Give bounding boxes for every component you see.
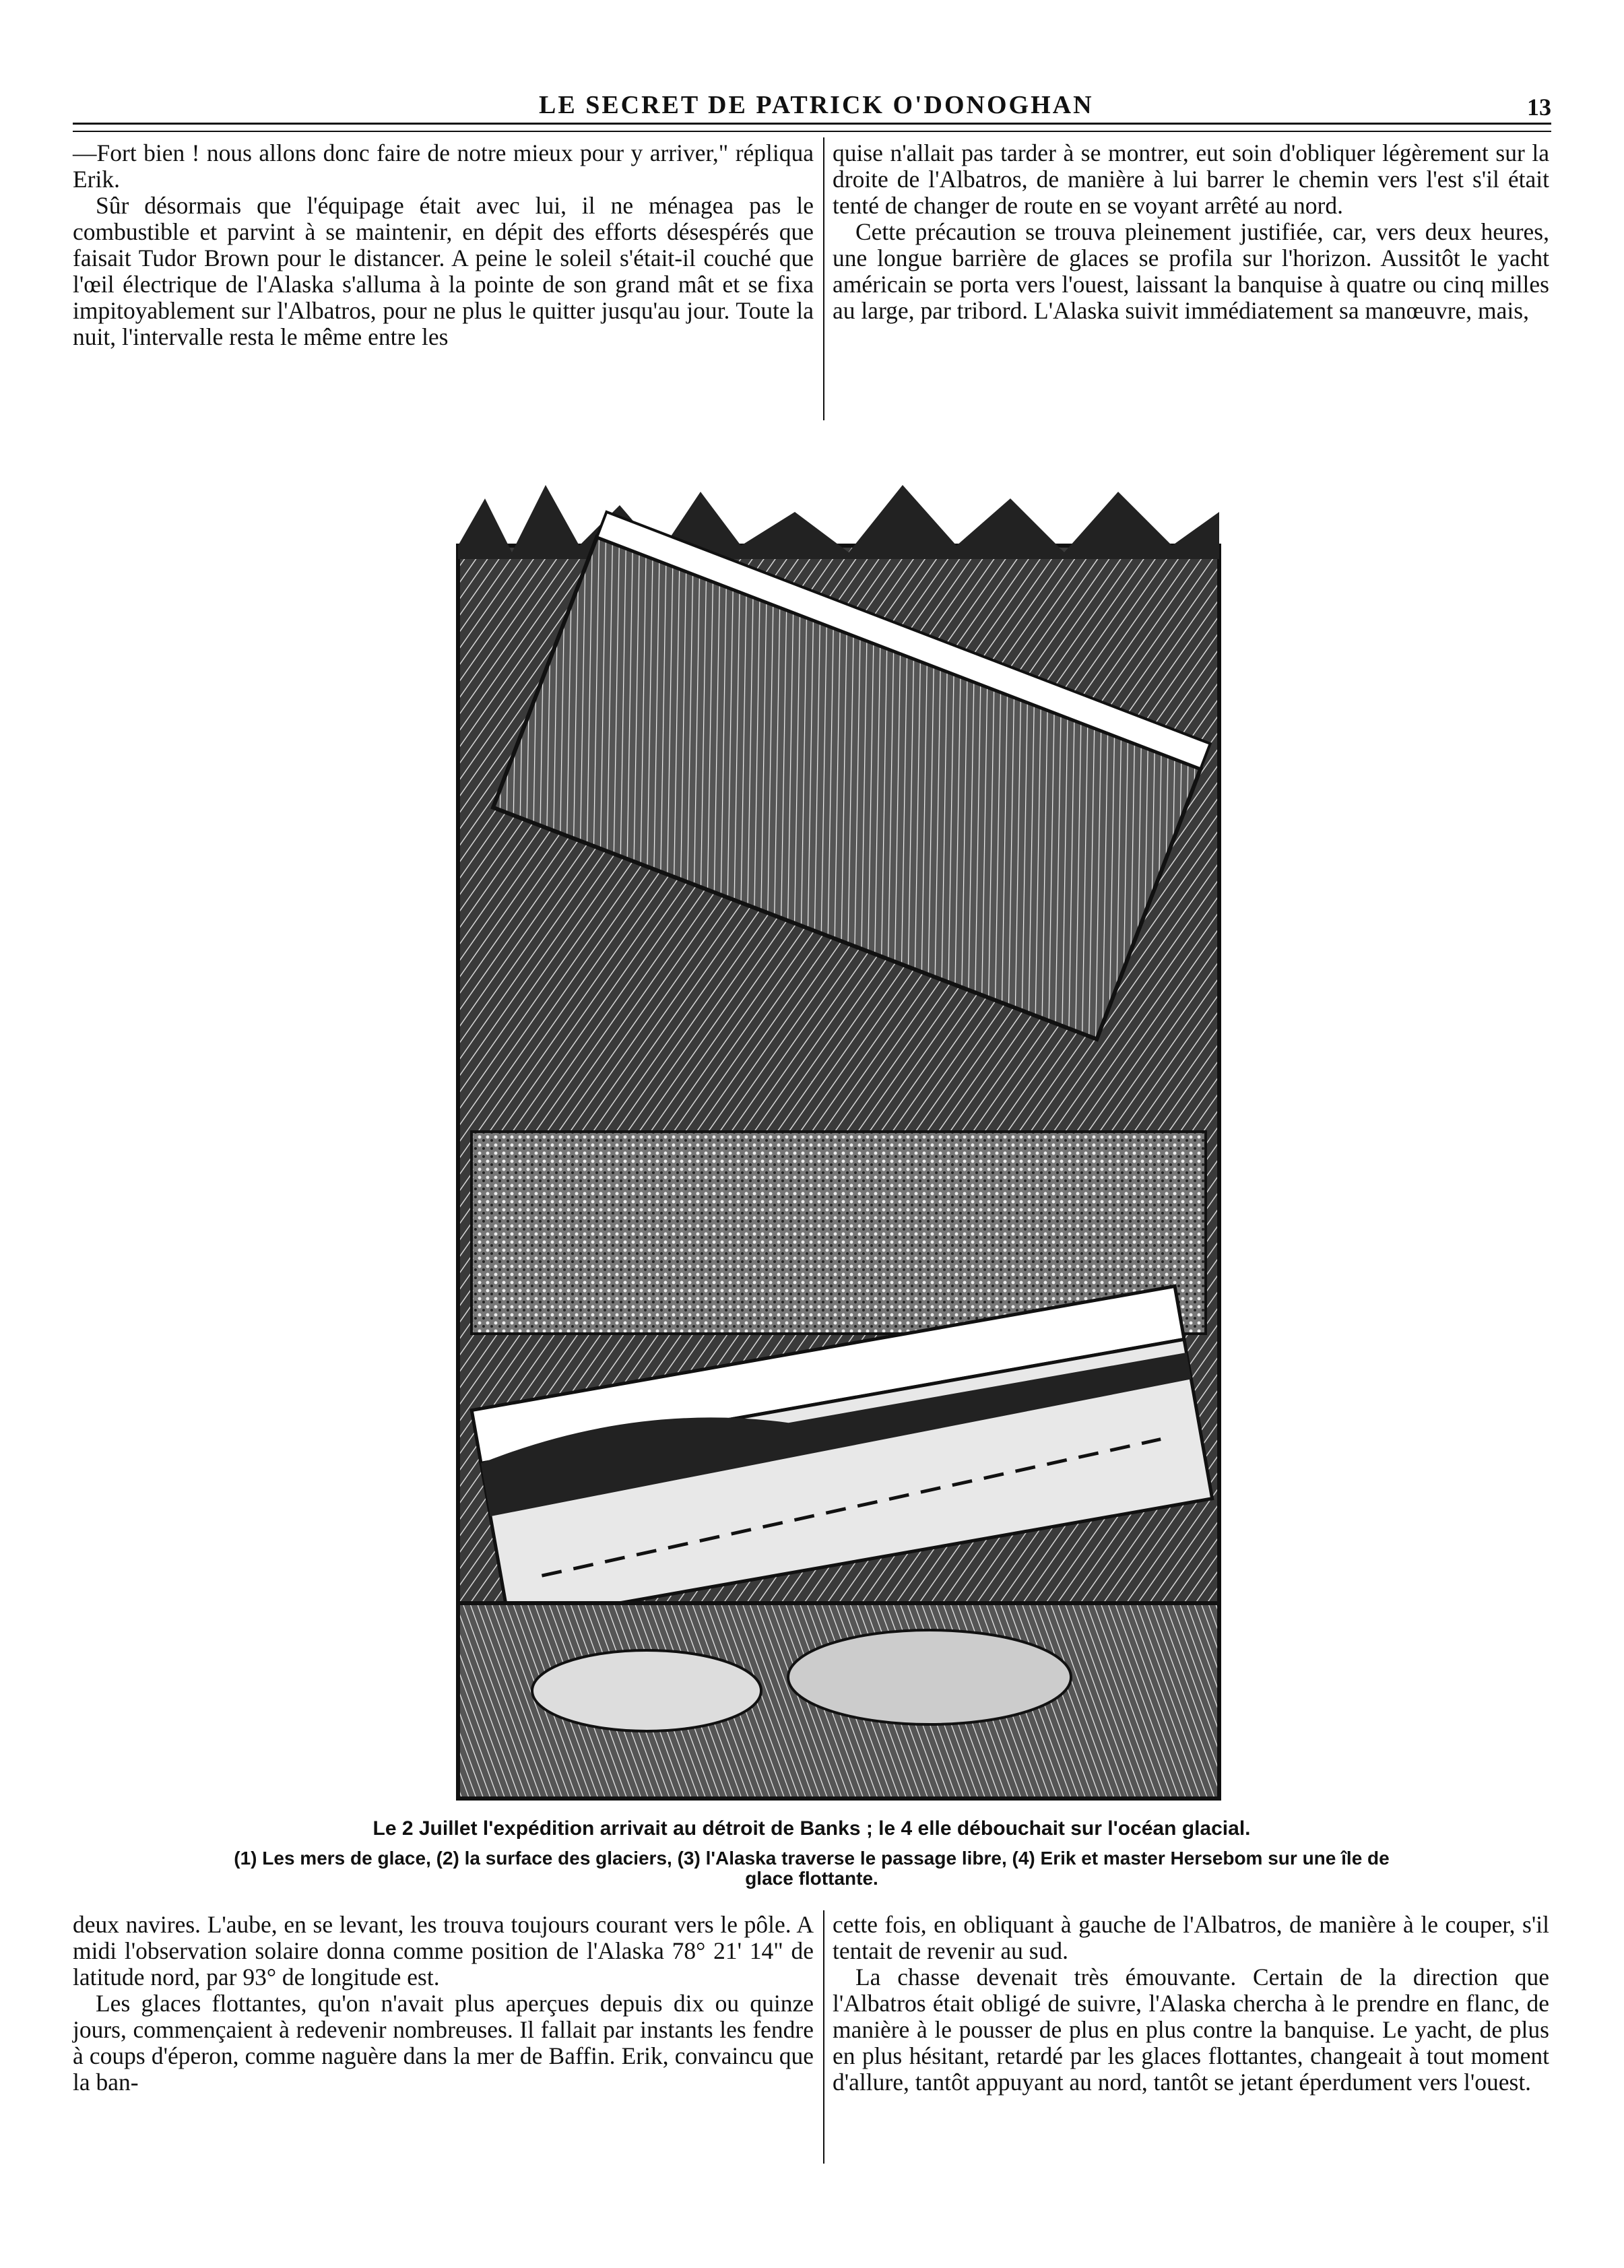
page-number: 13 [1527, 94, 1551, 121]
panel-floating-ice [458, 1603, 1219, 1799]
paragraph: Les glaces flottantes, qu'on n'avait plus aperçues depuis dix ou quinze jours, commençaient à redevenir nombreuses. Il fallait par instants les fendre à coups d'éperon, comme naguère dans la mer de Baffin. Erik, convaincu que la ban- [73, 1990, 814, 2096]
paragraph: cette fois, en obliquant à gauche de l'Albatros, de manière à le couper, s'il tentait de revenir au sud. [833, 1911, 1549, 1964]
paragraph: —Fort bien ! nous allons donc faire de notre mieux pour y arriver," répliqua Erik. [73, 139, 814, 193]
header-rule [73, 123, 1551, 125]
caption-main: Le 2 Juillet l'expédition arrivait au détroit de Banks ; le 4 elle débouchait sur l'océan glacial. [372, 1817, 1251, 1840]
running-title: LE SECRET DE PATRICK O'DONOGHAN [539, 91, 1094, 119]
column-bottom-left [73, 1912, 814, 2096]
paragraph: quise n'allait pas tarder à se montrer, eut soin d'obliquer légèrement sur la droite de l'Albatros, de manière à lui barrer le chemin vers l'est s'il était tenté de changer de route en se voyant arrêté au nord. [833, 139, 1549, 219]
engraving-illustration [445, 472, 1233, 1805]
paragraph: Cette précaution se trouva pleinement justifiée, car, vers deux heures, une longue barrière de glaces se profila sur l'horizon. Aussitôt le yacht américain se porta vers l'ouest, laissant la banquise à quatre ou cinq milles au large, par tribord. L'Alaska suivit immédiatement sa manœuvre, mais, [833, 218, 1549, 324]
column-divider [823, 137, 824, 420]
paragraph: Sûr désormais que l'équipage était avec lui, il ne ménagea pas le combustible et parvint à se maintenir, en dépit des efforts désespérés que faisait Tudor Brown pour le distancer. A peine le soleil s'était-il couché que l'œil électrique de l'Alaska s'alluma à la pointe de son grand mât et se fixa impitoyablement sur l'Albatros, pour ne plus le quitter jusqu'au jour. Toute la nuit, l'intervalle resta le même entre les [73, 192, 814, 350]
caption-legend: (1) Les mers de glace, (2) la surface des glaciers, (3) l'Alaska traverse le passage libre, (4) Erik et master Hersebom sur une île de glace flottante. [234, 1848, 1390, 1889]
column-top-left [73, 140, 814, 350]
header-rule-thin [73, 131, 1551, 132]
column-top-right [833, 140, 1549, 324]
running-head [0, 86, 1624, 127]
paragraph: deux navires. L'aube, en se levant, les trouva toujours courant vers le pôle. A midi l'observation solaire donna comme position de l'Alaska 78° 21' 14" de latitude nord, par 93° de longitude est. [73, 1911, 814, 1990]
column-bottom-right [833, 1912, 1549, 2096]
column-divider [823, 1910, 824, 2164]
paragraph: La chasse devenait très émouvante. Certain de la direction que l'Albatros était obligé de suivre, l'Alaska chercha à le prendre en flanc, de manière à le pousser de plus en plus contre la banquise. Le yacht, de plus en plus hésitant, retardé par les glaces flottantes, changeait à tout moment d'allure, tantôt appuyant au nord, tantôt se jetant éperdument vers l'ouest. [833, 1964, 1549, 2096]
